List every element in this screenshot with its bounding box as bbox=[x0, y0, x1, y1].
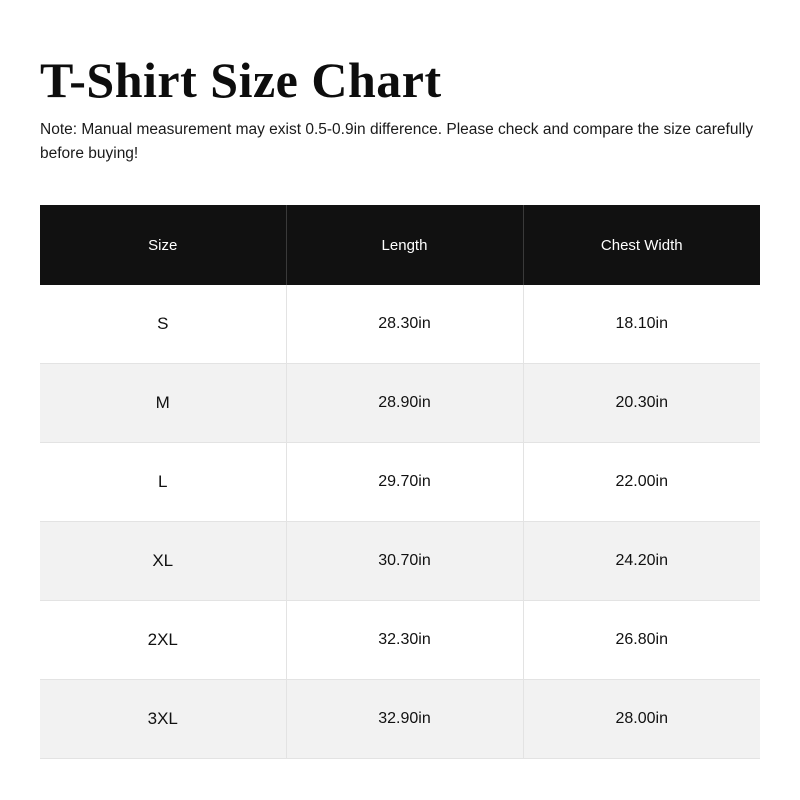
table-row bbox=[40, 285, 760, 364]
cell-size: M bbox=[40, 364, 286, 443]
cell-length: 32.90in bbox=[286, 680, 523, 759]
cell-size: 3XL bbox=[40, 680, 286, 759]
cell-length: 32.30in bbox=[286, 601, 523, 680]
cell-length: 29.70in bbox=[286, 443, 523, 522]
cell-length: 28.90in bbox=[286, 364, 523, 443]
cell-chest-width: 20.30in bbox=[523, 364, 760, 443]
table-row bbox=[40, 680, 760, 759]
cell-length: 28.30in bbox=[286, 285, 523, 364]
column-header-size: Size bbox=[40, 205, 286, 285]
table-row bbox=[40, 522, 760, 601]
column-header-chest-width: Chest Width bbox=[523, 205, 760, 285]
table-header-row bbox=[40, 205, 760, 285]
table-header bbox=[40, 205, 760, 285]
table-body bbox=[40, 285, 760, 759]
cell-size: S bbox=[40, 285, 286, 364]
cell-chest-width: 28.00in bbox=[523, 680, 760, 759]
cell-chest-width: 26.80in bbox=[523, 601, 760, 680]
cell-size: L bbox=[40, 443, 286, 522]
page-title: T-Shirt Size Chart bbox=[40, 52, 442, 108]
cell-chest-width: 22.00in bbox=[523, 443, 760, 522]
column-header-length: Length bbox=[286, 205, 523, 285]
size-chart-table bbox=[40, 205, 760, 759]
cell-length: 30.70in bbox=[286, 522, 523, 601]
table-row bbox=[40, 443, 760, 522]
cell-size: 2XL bbox=[40, 601, 286, 680]
cell-chest-width: 18.10in bbox=[523, 285, 760, 364]
measurement-note: Note: Manual measurement may exist 0.5-0.9in difference. Please check and compare the size carefully before buying! bbox=[40, 121, 754, 162]
table-row bbox=[40, 601, 760, 680]
size-chart-table-wrapper bbox=[40, 205, 760, 759]
cell-chest-width: 24.20in bbox=[523, 522, 760, 601]
table-row bbox=[40, 364, 760, 443]
cell-size: XL bbox=[40, 522, 286, 601]
